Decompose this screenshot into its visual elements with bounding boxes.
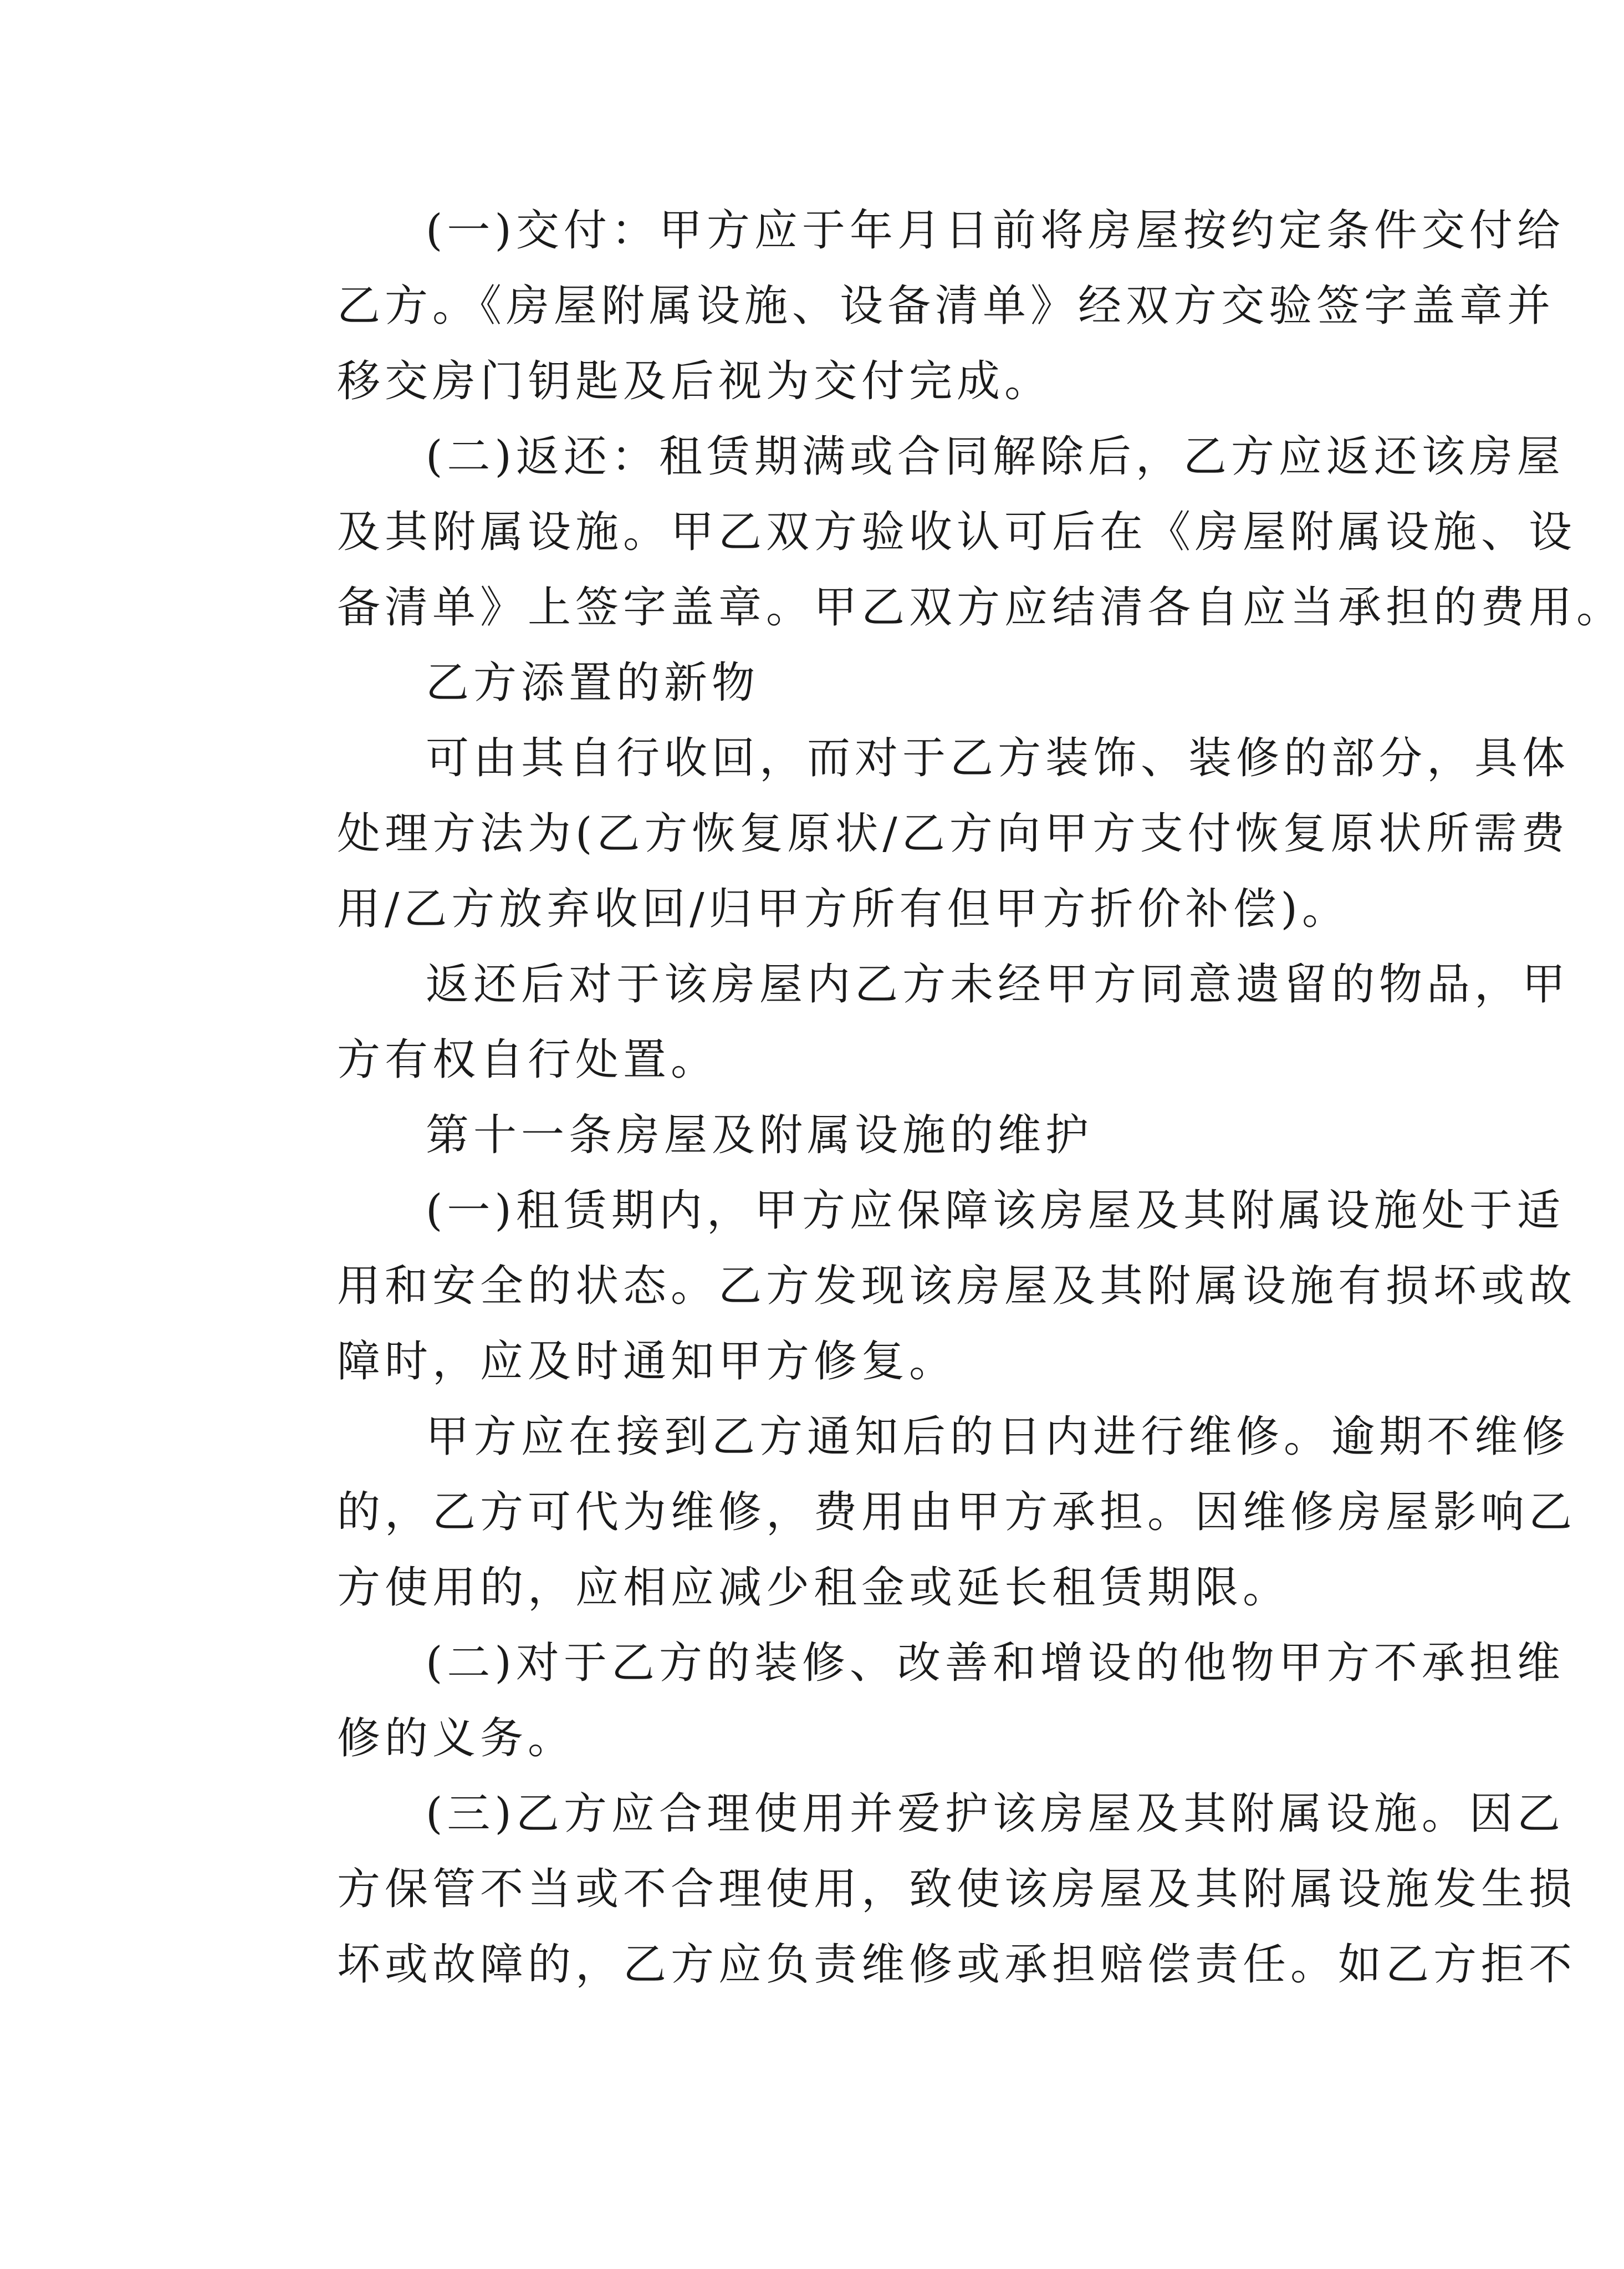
document-paragraph bbox=[248, 419, 1624, 645]
document-paragraph bbox=[248, 1098, 1365, 1173]
document-paragraph bbox=[248, 1776, 1577, 2002]
text-line: 移交房门钥匙及后视为交付完成。 bbox=[337, 356, 1053, 406]
document-paragraph bbox=[248, 721, 1570, 947]
text-line: 第十一条房屋及附属设施的维护 bbox=[426, 1110, 1094, 1160]
document-paragraph bbox=[248, 1399, 1577, 1625]
text-line: 用/乙方放弃收回/归甲方所有但甲方折价补偿)。 bbox=[337, 884, 1350, 934]
text-line: 修的义务。 bbox=[337, 1714, 576, 1763]
text-line: 坏或故障的，乙方应负责维修或承担赔偿责任。如乙方拒不 bbox=[337, 1940, 1577, 1990]
document-body bbox=[248, 193, 1624, 2002]
text-line: 乙方添置的新物 bbox=[426, 658, 760, 708]
text-line: 方保管不当或不合理使用，致使该房屋及其附属设施发生损 bbox=[337, 1864, 1577, 1914]
text-line: (二)返还：租赁期满或合同解除后，乙方应返还该房屋 bbox=[426, 432, 1565, 482]
text-line: (二)对于乙方的装修、改善和增设的他物甲方不承担维 bbox=[426, 1638, 1565, 1688]
document-paragraph bbox=[248, 1625, 1565, 1776]
text-line: 甲方应在接到乙方通知后的日内进行维修。逾期不维修 bbox=[426, 1412, 1570, 1462]
document-paragraph bbox=[248, 1173, 1577, 1399]
text-line: 方使用的，应相应减少租金或延长租赁期限。 bbox=[337, 1563, 1291, 1613]
text-line: (一)租赁期内，甲方应保障该房屋及其附属设施处于适 bbox=[426, 1186, 1565, 1236]
document-paragraph bbox=[248, 947, 1570, 1098]
text-line: (一)交付：甲方应于年月日前将房屋按约定条件交付给 bbox=[426, 206, 1565, 256]
text-line: (三)乙方应合理使用并爱护该房屋及其附属设施。因乙 bbox=[426, 1789, 1565, 1839]
text-line: 返还后对于该房屋内乙方未经甲方同意遗留的物品，甲 bbox=[426, 960, 1570, 1009]
document-paragraph bbox=[248, 193, 1565, 419]
text-line: 障时，应及时通知甲方修复。 bbox=[337, 1337, 957, 1386]
text-line: 的，乙方可代为维修，费用由甲方承担。因维修房屋影响乙 bbox=[337, 1487, 1577, 1537]
document-paragraph bbox=[248, 645, 1365, 721]
text-line: 用和安全的状态。乙方发现该房屋及其附属设施有损坏或故 bbox=[337, 1261, 1577, 1311]
text-line: 及其附属设施。甲乙双方验收认可后在《房屋附属设施、设 bbox=[337, 507, 1577, 557]
text-line: 处理方法为(乙方恢复原状/乙方向甲方支付恢复原状所需费 bbox=[337, 809, 1569, 859]
text-line: 可由其自行收回，而对于乙方装饰、装修的部分，具体 bbox=[426, 733, 1570, 783]
text-line: 方有权自行处置。 bbox=[337, 1035, 719, 1085]
text-line: 备清单》上签字盖章。甲乙双方应结清各自应当承担的费用。 bbox=[337, 583, 1624, 633]
text-line: 乙方。《房屋附属设施、设备清单》经双方交验签字盖章并 bbox=[337, 281, 1555, 331]
